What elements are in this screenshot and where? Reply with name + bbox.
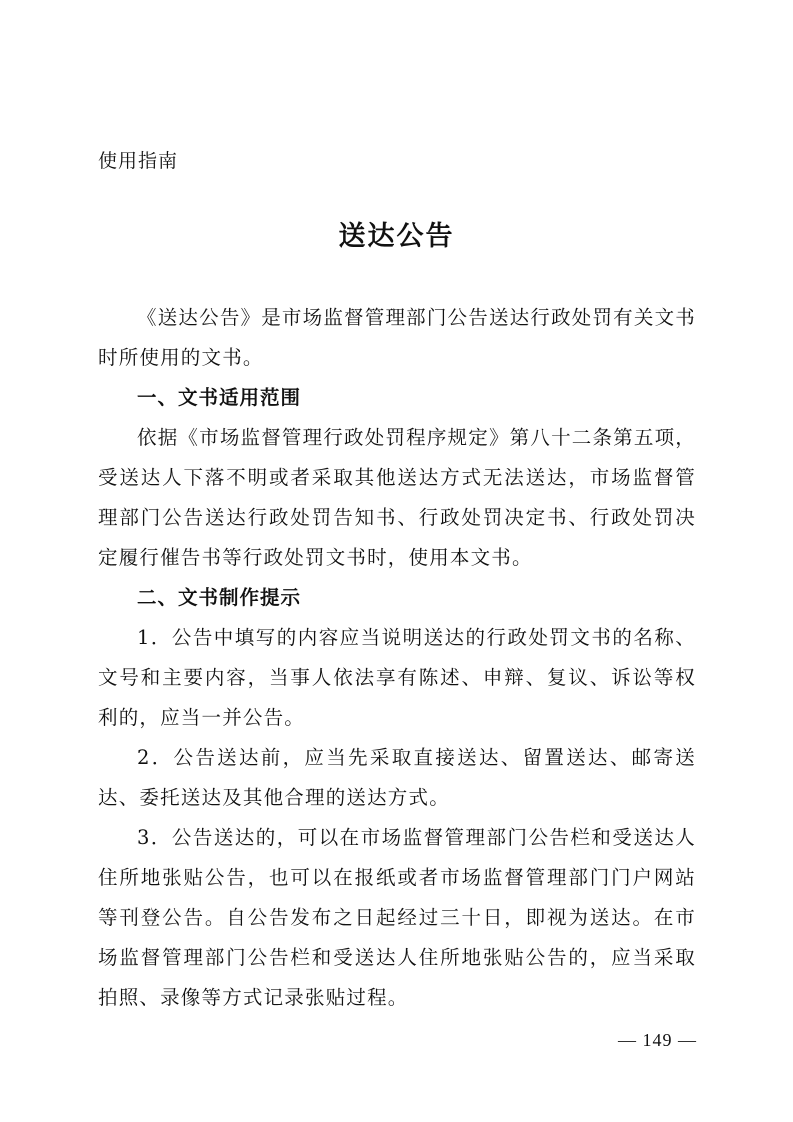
page-title: 送达公告 xyxy=(338,221,455,252)
page-number: — 149 — xyxy=(618,1030,697,1050)
section-heading-scope: 一、文书适用范围 xyxy=(137,386,302,409)
section-label: 使用指南 xyxy=(98,150,179,172)
scope-paragraph: 依据《市场监督管理行政处罚程序规定》第八十二条第五项，受送达人下落不明或者采取其他送达方式无法送达，市场监督管理部门公告送达行政处罚告知书、行政处罚决定书、行政处罚决定履行催告书等行政处罚文书时，使用本文书。 xyxy=(98,426,696,569)
intro-paragraph: 《送达公告》是市场监督管理部门公告送达行政处罚有关文书时所使用的文书。 xyxy=(98,306,696,369)
tip-paragraph-1: 1．公告中填写的内容应当说明送达的行政处罚文书的名称、文号和主要内容，当事人依法享有陈述、申辩、复议、诉讼等权利的，应当一并公告。 xyxy=(98,626,696,729)
tip-paragraph-3: 3．公告送达的，可以在市场监督管理部门公告栏和受送达人住所地张贴公告，也可以在报纸或者市场监督管理部门门户网站等刊登公告。自公告发布之日起经过三十日，即视为送达。在市场监督管理部门公告栏和受送达人住所地张贴公告的，应当采取拍照、录像等方式记录张贴过程。 xyxy=(98,826,696,1009)
section-heading-tips: 二、文书制作提示 xyxy=(137,586,302,609)
document-body xyxy=(98,298,696,1018)
tip-paragraph-2: 2．公告送达前，应当先采取直接送达、留置送达、邮寄送达、委托送达及其他合理的送达方式。 xyxy=(98,746,696,809)
